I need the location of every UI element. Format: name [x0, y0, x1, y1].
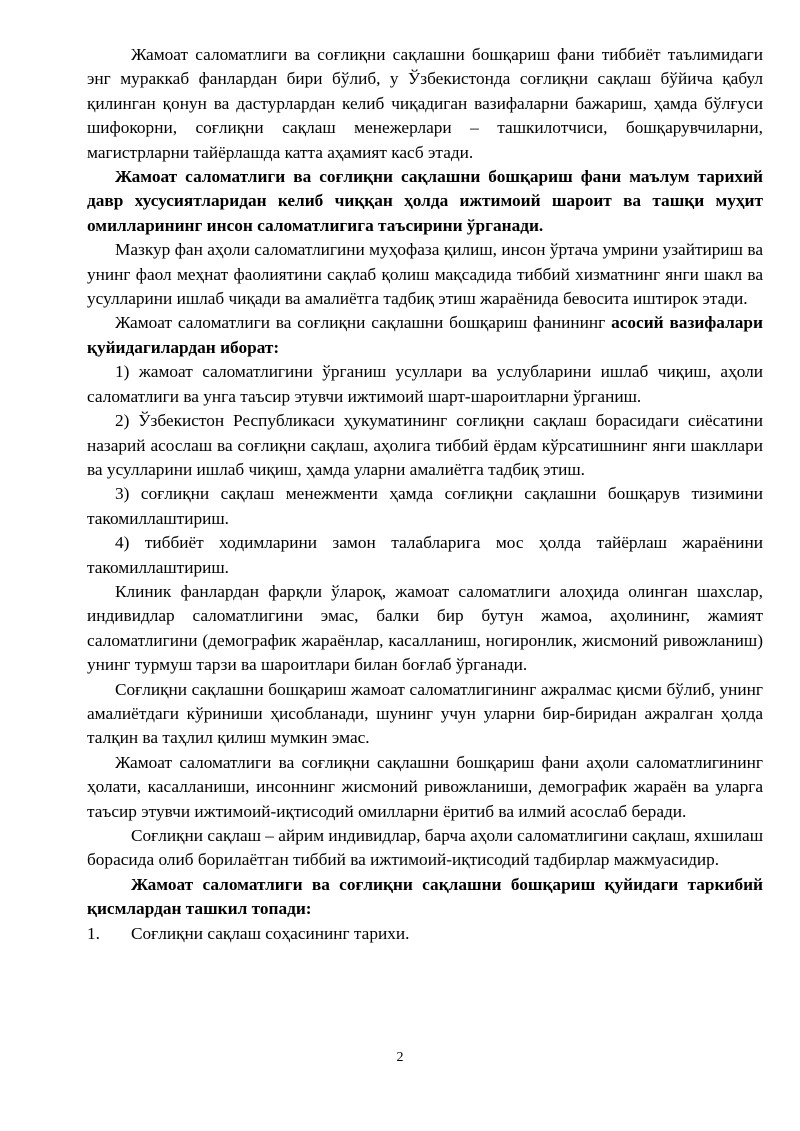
- task-item-2: 2) Ўзбекистон Республикаси ҳукуматининг соғлиқни сақлаш борасидаги сиёсатини назарий асослаш ва соғлиқни сақлаш, аҳолига тиббий ёрдам кўрсатишнинг янги шакллари ва усулларини ишлаб чиқиш, ҳамда уларни амалиётга тадбиқ этиш.: [87, 411, 763, 479]
- list-item-number: 1.: [87, 923, 100, 943]
- tasks-intro-bold: асосий вазифалари қуйидагилардан иборат:: [87, 313, 763, 357]
- tasks-intro-text: Жамоат саломатлиги ва соғлиқни сақлашни бошқариш фанининг: [115, 313, 606, 333]
- paragraph-management: Соғлиқни сақлашни бошқариш жамоат саломатлигининг ажралмас қисми бўлиб, унинг амалиётдаги кўриниши ҳисобланади, шунинг учун уларни бир-биридан ажралган ҳолда талқин ва таҳлил қилиш мумкин эмас.: [87, 679, 763, 748]
- page-number: 2: [396, 1050, 404, 1065]
- list-item-text: Соғлиқни сақлаш соҳасининг тарихи.: [131, 923, 410, 943]
- paragraph-subject: Жамоат саломатлиги ва соғлиқни сақлашни бошқариш фани аҳоли саломатлигининг ҳолати, касалланиши, инсоннинг жисмоний ривожланиши, демографик жараён ва уларга таъсир этувчи ижтимоий-иқтисодий омилларни ёритиб ва илмий асослаб беради.: [87, 752, 763, 821]
- paragraph-mission: Мазкур фан аҳоли саломатлигини муҳофаза қилиш, инсон ўртача умрини узайтириш ва унинг фаол меҳнат фаолиятини сақлаб қолиш мақсадида тиббий хизматнинг янги шакл ва усулларини ишлаб чиқади ва амалиётга тадбиқ этиш жараёнида бевосита иштирок этади.: [87, 240, 763, 309]
- paragraph-definition: Соғлиқни сақлаш – айрим индивидлар, барча аҳоли саломатлигини сақлаш, яхшилаш борасида олиб борилаётган тиббий ва ижтимоий-иқтисодий тадбирлар мажмуасидир.: [87, 826, 763, 870]
- numbered-list-item: [87, 922, 763, 946]
- bold-components-heading: Жамоат саломатлиги ва соғлиқни сақлашни бошқариш қуйидаги таркибий қисмлардан ташкил топади:: [87, 874, 763, 919]
- task-item-1: 1) жамоат саломатлигини ўрганиш усуллари ва услубларини ишлаб чиқиш, аҳоли саломатлиги ва унга таъсир этувчи ижтимоий шарт-шароитларни ўрганиш.: [87, 362, 763, 406]
- paragraph-clinical: Клиник фанлардан фарқли ўлароқ, жамоат саломатлиги алоҳида олинган шахслар, индивидлар саломатлигини эмас, балки бир бутун жамоа, аҳолининг, жамият саломатлигини (демографик жараёнлар, касалланиш, ногиронлик, жисмоний ривожланиш) унинг турмуш тарзи ва шароитлари билан боғлаб ўрганади.: [87, 581, 763, 675]
- paragraph-tasks-intro: [87, 311, 763, 360]
- intro-paragraph: Жамоат саломатлиги ва соғлиқни сақлашни бошқариш фани тиббиёт таълимидаги энг мураккаб фанлардан бири бўлиб, у Ўзбекистонда соғлиқни сақлаш бўйича қабул қилинган қонун ва дастурлардан келиб чиқадиган вазифаларни бажариш, ҳамда бўлғуси шифокорни, соғлиқни сақлаш менежерлари – ташкилотчиси, бошқарувчиларни, магистрларни тайёрлашда катта аҳамият касб этади.: [87, 45, 763, 162]
- bold-statement-paragraph: Жамоат саломатлиги ва соғлиқни сақлашни бошқариш фани маълум тарихий давр хусусиятларидан келиб чиққан ҳолда ижтимоий шароит ва ташқи муҳит омилларининг инсон саломатлигига таъсирини ўрганади.: [87, 167, 763, 235]
- task-item-4: 4) тиббиёт ходимларини замон талабларига мос ҳолда тайёрлаш жараёнини такомиллаштириш.: [87, 533, 763, 577]
- page-content: [87, 43, 763, 946]
- task-item-3: 3) соғлиқни сақлаш менежменти ҳамда соғлиқни сақлашни бошқарув тизимини такомиллаштириш.: [87, 484, 763, 528]
